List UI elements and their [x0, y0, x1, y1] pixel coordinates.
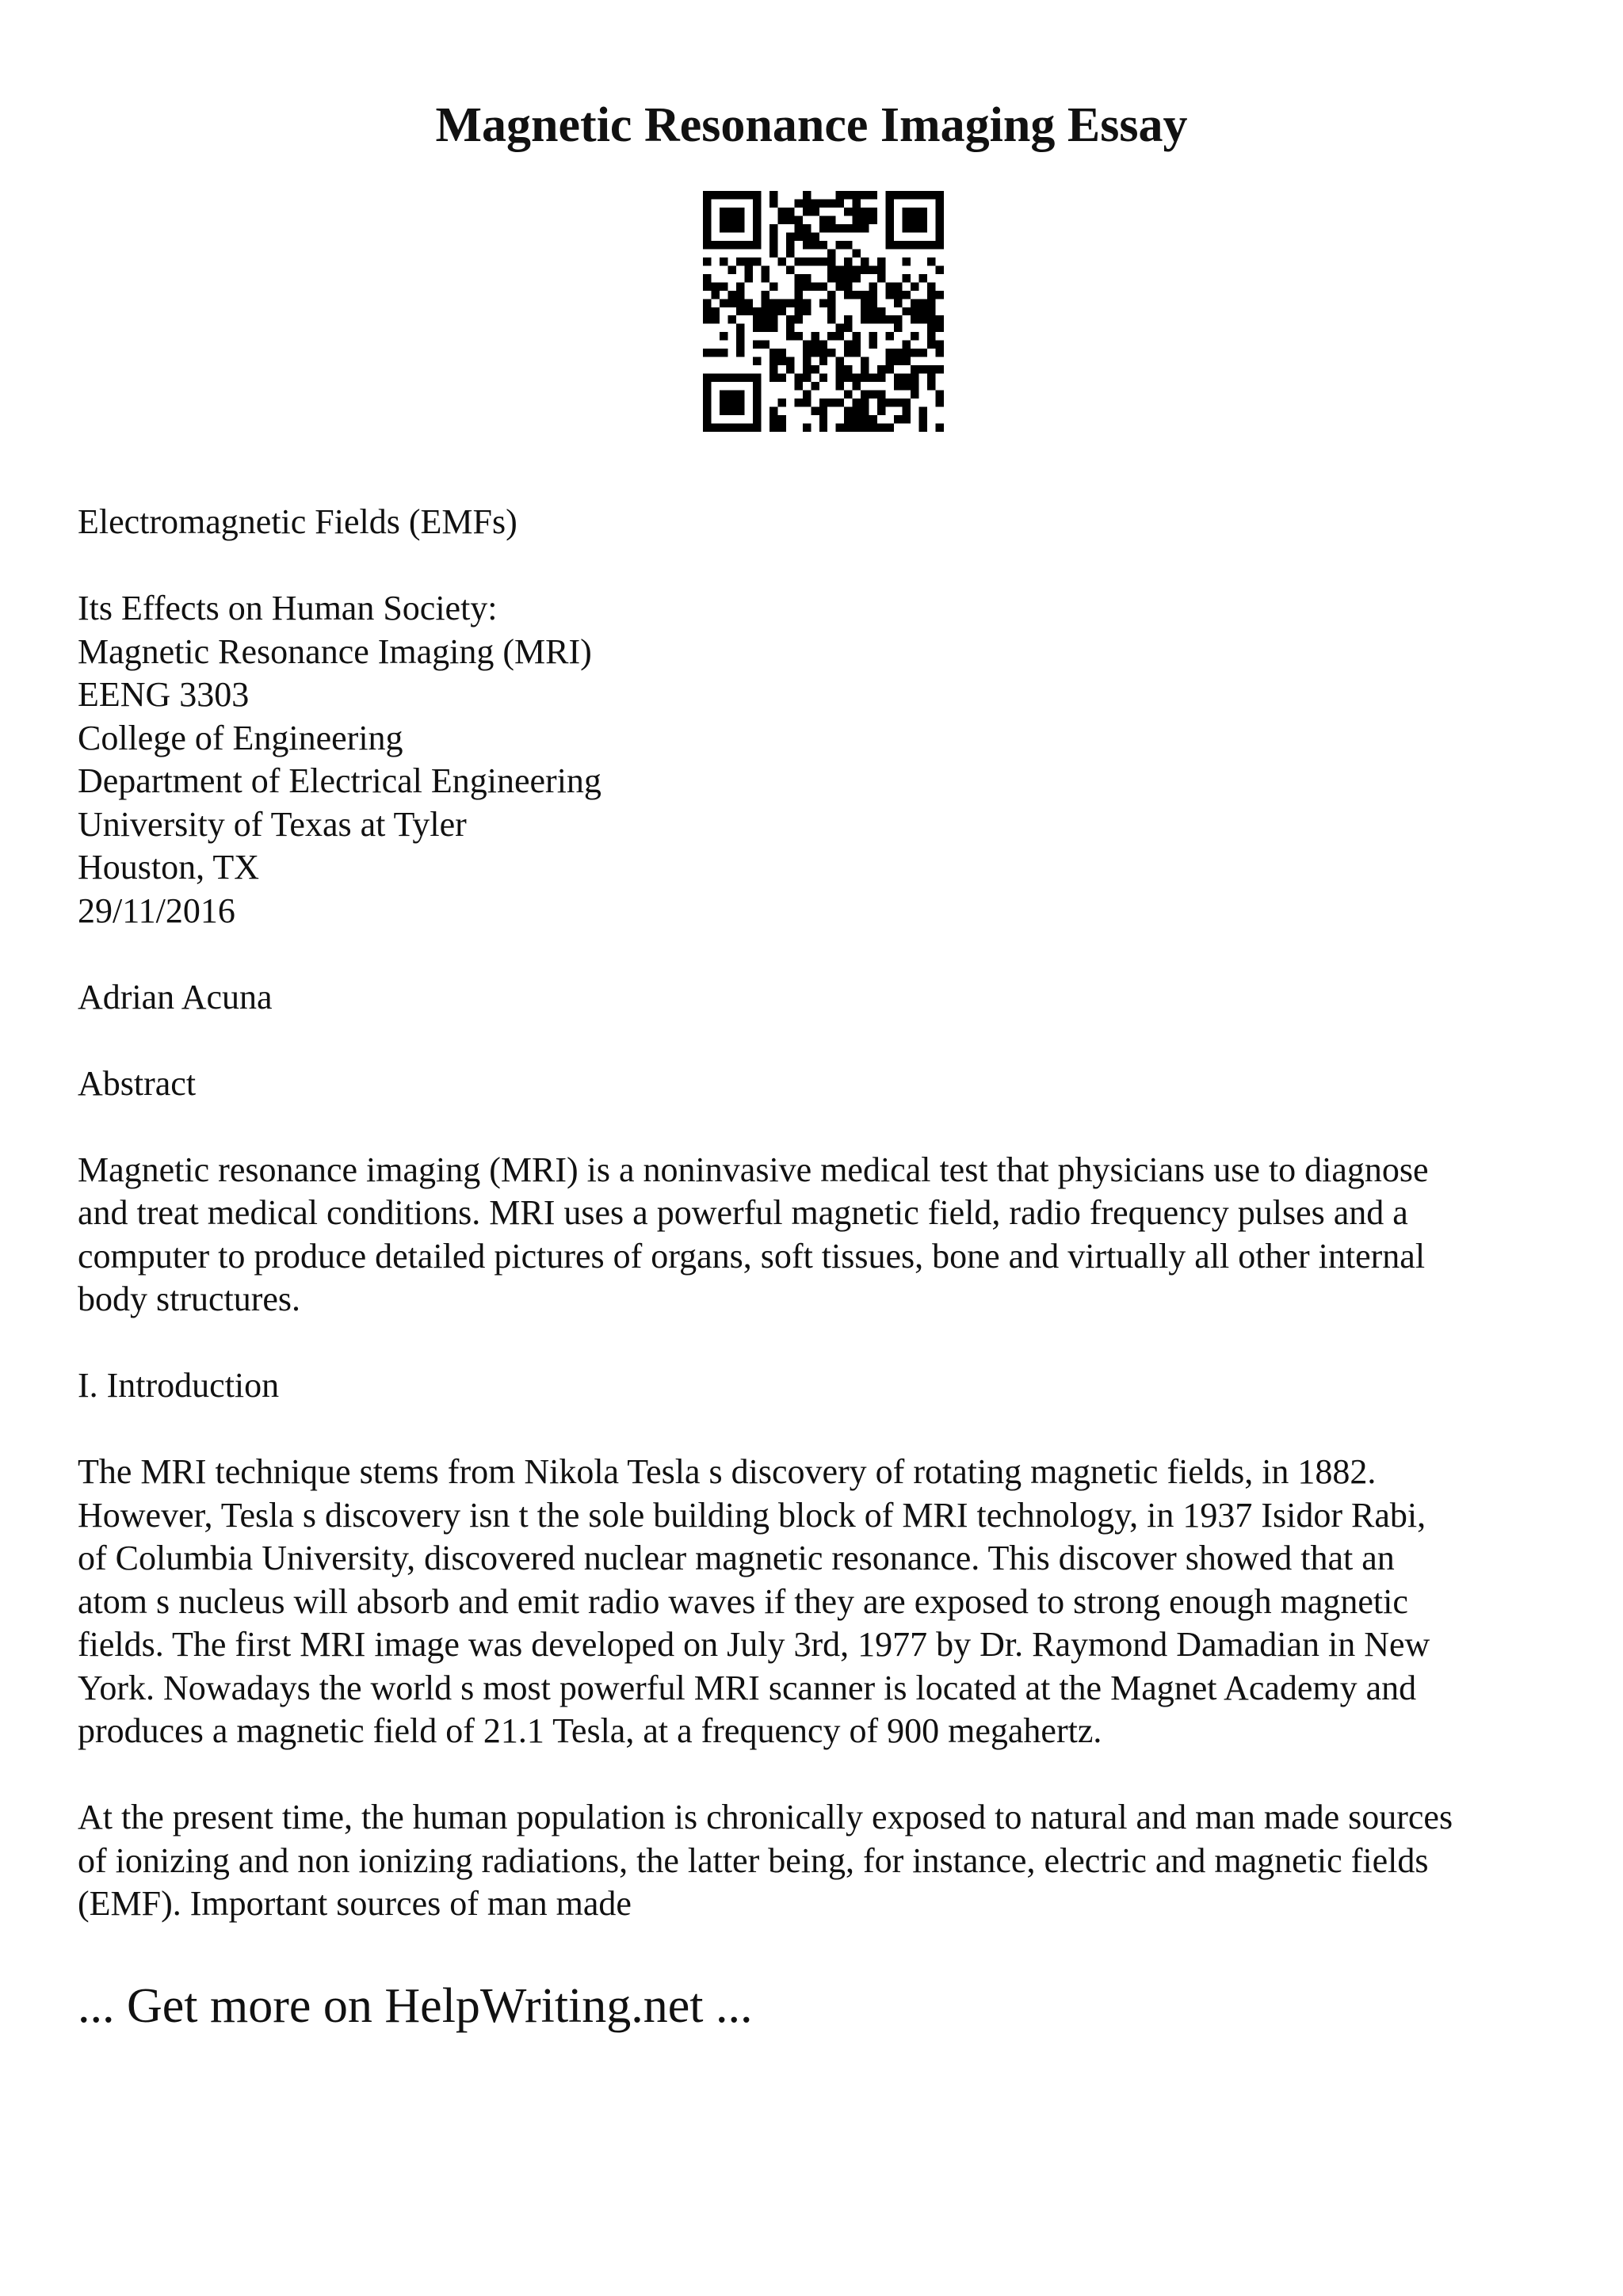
present-line: (EMF). Important sources of man made [78, 1884, 632, 1923]
title-block-line: EENG 3303 [78, 675, 250, 714]
document-title: Magnetic Resonance Imaging Essay [435, 98, 1188, 152]
introduction-heading: I. Introduction [78, 1366, 280, 1405]
present-paragraph [78, 1796, 1568, 1926]
intro-line: York. Nowadays the world s most powerful MRI scanner is located at the Magnet Academy and [78, 1668, 1417, 1707]
title-block-line: Department of Electrical Engineering [78, 761, 601, 800]
emf-heading: Electromagnetic Fields (EMFs) [78, 502, 517, 541]
title-block-line: 29/11/2016 [78, 891, 235, 930]
abstract-line: body structures. [78, 1280, 301, 1318]
intro-line: The MRI technique stems from Nikola Tesla s discovery of rotating magnetic fields, in 1882. [78, 1452, 1377, 1491]
document-body [78, 501, 1568, 1969]
abstract-line: and treat medical conditions. MRI uses a powerful magnetic field, radio frequency pulses and a [78, 1193, 1408, 1232]
abstract-paragraph [78, 1149, 1568, 1322]
title-block-line: College of Engineering [78, 718, 403, 757]
intro-line: produces a magnetic field of 21.1 Tesla, at a frequency of 900 megahertz. [78, 1711, 1102, 1750]
title-block-line: University of Texas at Tyler [78, 804, 467, 844]
title-block-line: Houston, TX [78, 848, 259, 887]
title-block-line: Its Effects on Human Society: [78, 589, 498, 627]
abstract-heading: Abstract [78, 1063, 197, 1103]
present-line: At the present time, the human population is chronically exposed to natural and man made sources [78, 1798, 1453, 1836]
introduction-paragraph [78, 1451, 1568, 1753]
intro-line: atom s nucleus will absorb and emit radio waves if they are exposed to strong enough magnetic [78, 1581, 1408, 1621]
author-name: Adrian Acuna [78, 977, 273, 1016]
title-block [78, 587, 1568, 933]
get-more-link[interactable]: ... Get more on HelpWriting.net ... [78, 1979, 753, 2033]
abstract-line: computer to produce detailed pictures of organs, soft tissues, bone and virtually all other internal [78, 1236, 1426, 1276]
qr-code-icon [703, 191, 944, 432]
intro-line: fields. The first MRI image was developed on July 3rd, 1977 by Dr. Raymond Damadian in New [78, 1625, 1430, 1664]
title-block-line: Magnetic Resonance Imaging (MRI) [78, 631, 592, 671]
abstract-line: Magnetic resonance imaging (MRI) is a noninvasive medical test that physicians use to diagnose [78, 1150, 1429, 1189]
intro-line: of Columbia University, discovered nuclear magnetic resonance. This discover showed that an [78, 1539, 1395, 1577]
intro-line: However, Tesla s discovery isn t the sole building block of MRI technology, in 1937 Isidor Rabi, [78, 1495, 1426, 1535]
present-line: of ionizing and non ionizing radiations, the latter being, for instance, electric and magnetic fields [78, 1840, 1429, 1880]
